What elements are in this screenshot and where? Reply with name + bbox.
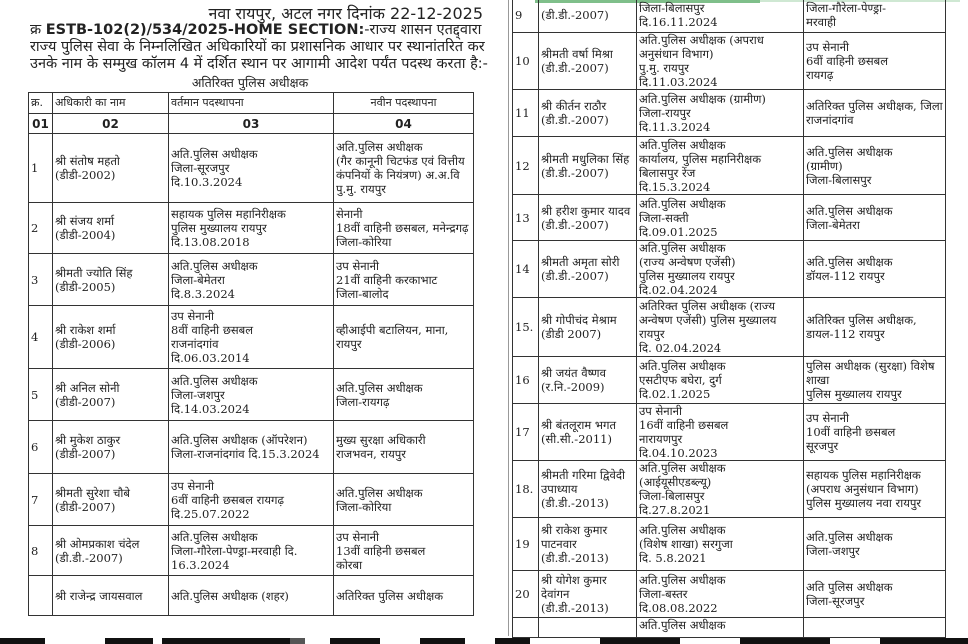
officer-name: श्री राजेन्द्र जायसवाल — [53, 576, 169, 616]
serial-number: 14 — [513, 241, 539, 298]
table-row — [513, 404, 946, 461]
table-header-row — [29, 93, 474, 114]
officer-name: श्री संजय शर्मा (डीडी-2004) — [53, 203, 169, 254]
officer-name: श्री बंतलूराम भगत (सी.सी.-2011) — [539, 404, 637, 461]
serial-number: 17 — [513, 404, 539, 461]
new-posting: अति.पुलिस अधीक्षक (ग्रामीण) जिला-बिलासपुर — [804, 137, 946, 195]
table-row — [29, 134, 474, 203]
serial-number: 9 — [513, 0, 539, 33]
column-number-row — [29, 114, 474, 134]
officer-name: श्री राकेश शर्मा (डीडी-2006) — [53, 306, 169, 369]
table-row — [29, 254, 474, 306]
section-subtitle: अतिरिक्त पुलिस अधीक्षक — [191, 75, 309, 90]
officer-name: श्रीमती गरिमा द्विवेदी उपाध्याय (डी.डी.-2013) — [539, 461, 637, 518]
new-posting: अति.पुलिस अधीक्षक जिला-जशपुर — [804, 518, 946, 571]
officer-name: श्री ओमप्रकाश चंदेल (डी.डी.-2007) — [53, 526, 169, 576]
current-posting: अति.पुलिस अधीक्षक कार्यालय, पुलिस महानिरीक्षक बिलासपुर रेंज दि.15.3.2024 — [637, 137, 804, 195]
current-posting: अति.पुलिस अधीक्षक (आईयूसीएडब्ल्यू) जिला-बिलासपुर दि.27.8.2021 — [637, 461, 804, 518]
officer-name: (डी.डी.-2007) — [539, 0, 637, 33]
officer-name: श्री राकेश कुमार पाटनवार (डी.डी.-2013) — [539, 518, 637, 571]
officer-name: श्री गोपीचंद मेश्राम (डीडी 2007) — [539, 298, 637, 357]
new-posting: उप सेनानी 13वीं वाहिनी छसबल कोरबा — [334, 526, 474, 576]
current-posting: अति.पुलिस अधीक्षक (विशेष शाखा) सरगुजा दि. 5.8.2021 — [637, 518, 804, 571]
order-text — [30, 22, 490, 73]
current-posting: अति.पुलिस अधीक्षक जिला-बस्तर दि.08.08.2022 — [637, 571, 804, 618]
officer-name: श्री संतोष महतो (डीडी-2002) — [53, 134, 169, 203]
table-row — [513, 195, 946, 241]
current-posting: अति.पुलिस अधीक्षक (ग्रामीण) जिला-रायपुर दि.11.3.2024 — [637, 90, 804, 137]
col-num: 04 — [334, 114, 474, 134]
table-row — [513, 90, 946, 137]
new-posting: अति पुलिस अधीक्षक जिला-सूरजपुर — [804, 571, 946, 618]
officer-name: श्री कीर्तन राठौर (डी.डी.-2007) — [539, 90, 637, 137]
current-posting: अति.पुलिस अधीक्षक जिला-गौरेला-पेण्ड्रा-मरवाही दि. 16.3.2024 — [169, 526, 334, 576]
col-header-current: वर्तमान पदस्थापना — [169, 93, 334, 114]
page-edge — [508, 0, 509, 636]
place-date: नवा रायपुर, अटल नगर दिनांक 22-12-2025 — [208, 4, 483, 23]
table-row — [513, 461, 946, 518]
serial-number: 5 — [29, 369, 53, 421]
new-posting: अतिरिक्त पुलिस अधीक्षक, जिला राजनांदगांव — [804, 90, 946, 137]
current-posting: उप सेनानी 6वीं वाहिनी छसबल रायगढ़ दि.25.07.2022 — [169, 474, 334, 526]
table-row — [513, 33, 946, 90]
officer-name: श्रीमती वर्षा मिश्रा (डी.डी.-2007) — [539, 33, 637, 90]
order-page-right — [505, 0, 968, 636]
serial-number: 18. — [513, 461, 539, 518]
current-posting: अति.पुलिस अधीक्षक (ऑपरेशन) जिला-राजनांदगांव दि.15.3.2024 — [169, 421, 334, 474]
officer-name: श्रीमती ज्योति सिंह (डीडी-2005) — [53, 254, 169, 306]
current-posting: अति.पुलिस अधीक्षक जिला-सक्ती दि.09.01.2025 — [637, 195, 804, 241]
new-posting: अतिरिक्त पुलिस अधीक्षक — [334, 576, 474, 616]
serial-number: 1 — [29, 134, 53, 203]
current-posting: अति.पुलिस अधीक्षक जिला-बेमेतरा दि.8.3.2024 — [169, 254, 334, 306]
table-row — [513, 298, 946, 357]
table-row — [513, 0, 946, 33]
officer-name: श्री योगेश कुमार देवांगन (डी.डी.-2013) — [539, 571, 637, 618]
current-posting: अति.पुलिस अधीक्षक — [637, 618, 804, 638]
current-posting: अतिरिक्त पुलिस अधीक्षक (राज्य अन्वेषण एजेंसी) पुलिस मुख्यालय रायपुर दि. 02.04.2024 — [637, 298, 804, 357]
officer-name: श्री अनिल सोनी (डीडी-2007) — [53, 369, 169, 421]
current-posting: अति.पुलिस अधीक्षक (शहर) — [169, 576, 334, 616]
current-posting: अति.पुलिस अधीक्षक जिला-सूरजपुर दि.10.3.2024 — [169, 134, 334, 203]
serial-number — [29, 576, 53, 616]
table-row — [29, 369, 474, 421]
serial-number: 8 — [29, 526, 53, 576]
serial-number: 4 — [29, 306, 53, 369]
officer-name: श्री जयंत वैष्णव (र.नि.-2009) — [539, 357, 637, 404]
officer-name — [539, 618, 637, 638]
officer-name: श्री हरीश कुमार यादव (डी.डी.-2007) — [539, 195, 637, 241]
new-posting: अति.पुलिस अधीक्षक जिला-बेमेतरा — [804, 195, 946, 241]
table-row — [513, 137, 946, 195]
new-posting: अति.पुलिस अधीक्षक डॉयल-112 रायपुर — [804, 241, 946, 298]
officer-name: श्री मुकेश ठाकुर (डीडी-2007) — [53, 421, 169, 474]
col-num: 02 — [53, 114, 169, 134]
current-posting: उप सेनानी 8वीं वाहिनी छसबल राजनांदगांव दि.06.03.2014 — [169, 306, 334, 369]
serial-number: 19 — [513, 518, 539, 571]
table-row — [29, 474, 474, 526]
current-posting: अति.पुलिस अधीक्षक जिला-जशपुर दि.14.03.2024 — [169, 369, 334, 421]
new-posting: अति.पुलिस अधीक्षक (गैर कानूनी चिटफंड एवं वित्तीय कंपनियों के नियंत्रण) अ.अ.वि पु.मु. रायपुर — [334, 134, 474, 203]
new-posting: उप सेनानी 21वीं वाहिनी करकाभाट जिला-बालोद — [334, 254, 474, 306]
new-posting: व्हीआईपी बटालियन, माना, रायपुर — [334, 306, 474, 369]
serial-number: 13 — [513, 195, 539, 241]
serial-number: 12 — [513, 137, 539, 195]
serial-number: 6 — [29, 421, 53, 474]
table-row — [29, 576, 474, 616]
officer-name: श्रीमती अमृता सोरी (डी.डी.-2007) — [539, 241, 637, 298]
serial-number: 3 — [29, 254, 53, 306]
current-posting: सहायक पुलिस महानिरीक्षक पुलिस मुख्यालय रायपुर दि.13.08.2018 — [169, 203, 334, 254]
table-row — [513, 241, 946, 298]
table-row — [513, 357, 946, 404]
current-posting: जिला-बिलासपुर दि.16.11.2024 — [637, 0, 804, 33]
table-row — [29, 203, 474, 254]
col-header-new: नवीन पदस्थापना — [334, 93, 474, 114]
order-prefix: क्र — [30, 22, 46, 38]
current-posting: अति.पुलिस अधीक्षक (अपराध अनुसंधान विभाग) पु.मु. रायपुर दि.11.03.2024 — [637, 33, 804, 90]
serial-number: 10 — [513, 33, 539, 90]
current-posting: अति.पुलिस अधीक्षक (राज्य अन्वेषण एजेंसी) पुलिस मुख्यालय रायपुर दि.02.04.2024 — [637, 241, 804, 298]
order-number: ESTB-102(2)/534/2025-HOME SECTION: — [45, 22, 365, 38]
table-row — [29, 306, 474, 369]
table-row — [29, 526, 474, 576]
new-posting — [804, 618, 946, 638]
new-posting: अतिरिक्त पुलिस अधीक्षक, डायल-112 रायपुर — [804, 298, 946, 357]
new-posting: अति.पुलिस अधीक्षक जिला-रायगढ़ — [334, 369, 474, 421]
bottom-strip — [0, 638, 968, 644]
table-row — [513, 571, 946, 618]
new-posting: अति.पुलिस अधीक्षक जिला-कोरिया — [334, 474, 474, 526]
col-header-name: अधिकारी का नाम — [53, 93, 169, 114]
serial-number: 7 — [29, 474, 53, 526]
officer-name: श्रीमती मधुलिका सिंह (डी.डी.-2007) — [539, 137, 637, 195]
officer-name: श्रीमती सुरेशा चौबे (डीडी-2007) — [53, 474, 169, 526]
table-row — [513, 618, 946, 638]
new-posting: उप सेनानी 6वीं वाहिनी छसबल रायगढ़ — [804, 33, 946, 90]
new-posting: पुलिस अधीक्षक (सुरक्षा) विशेष शाखा पुलिस मुख्यालय रायपुर — [804, 357, 946, 404]
table-row — [513, 518, 946, 571]
new-posting: उप सेनानी 10वीं वाहिनी छसबल सूरजपुर — [804, 404, 946, 461]
order-body: -राज्य शासन एतद्द्वारा राज्य पुलिस सेवा के निम्नलिखित अधिकारियों का प्रशासनिक आधार पर स्थानांतरित कर उनके नाम के सम्मुख कॉलम 4 में दर्शित स्थान पर आगामी आदेश पर्यंत पदस्थ करता है:- — [30, 22, 488, 72]
current-posting: उप सेनानी 16वीं वाहिनी छसबल नारायणपुर दि.04.10.2023 — [637, 404, 804, 461]
col-num: 03 — [169, 114, 334, 134]
serial-number: 11 — [513, 90, 539, 137]
transfer-table-left — [28, 92, 474, 616]
serial-number: 20 — [513, 571, 539, 618]
current-posting: अति.पुलिस अधीक्षक एसटीएफ बघेरा, दुर्ग दि.02.1.2025 — [637, 357, 804, 404]
new-posting: सहायक पुलिस महानिरीक्षक (अपराध अनुसंधान विभाग) पुलिस मुख्यालय नवा रायपुर — [804, 461, 946, 518]
new-posting: जिला-गौरेला-पेण्ड्रा- मरवाही — [804, 0, 946, 33]
order-page-left — [0, 0, 505, 610]
transfer-table-right — [512, 0, 946, 638]
col-header-sn: क्र. — [29, 93, 53, 114]
serial-number: 2 — [29, 203, 53, 254]
serial-number — [513, 618, 539, 638]
col-num: 01 — [29, 114, 53, 134]
new-posting: सेनानी 18वीं वाहिनी छसबल, मनेन्द्रगढ़ जिला-कोरिया — [334, 203, 474, 254]
serial-number: 15. — [513, 298, 539, 357]
table-row — [29, 421, 474, 474]
serial-number: 16 — [513, 357, 539, 404]
new-posting: मुख्य सुरक्षा अधिकारी राजभवन, रायपुर — [334, 421, 474, 474]
